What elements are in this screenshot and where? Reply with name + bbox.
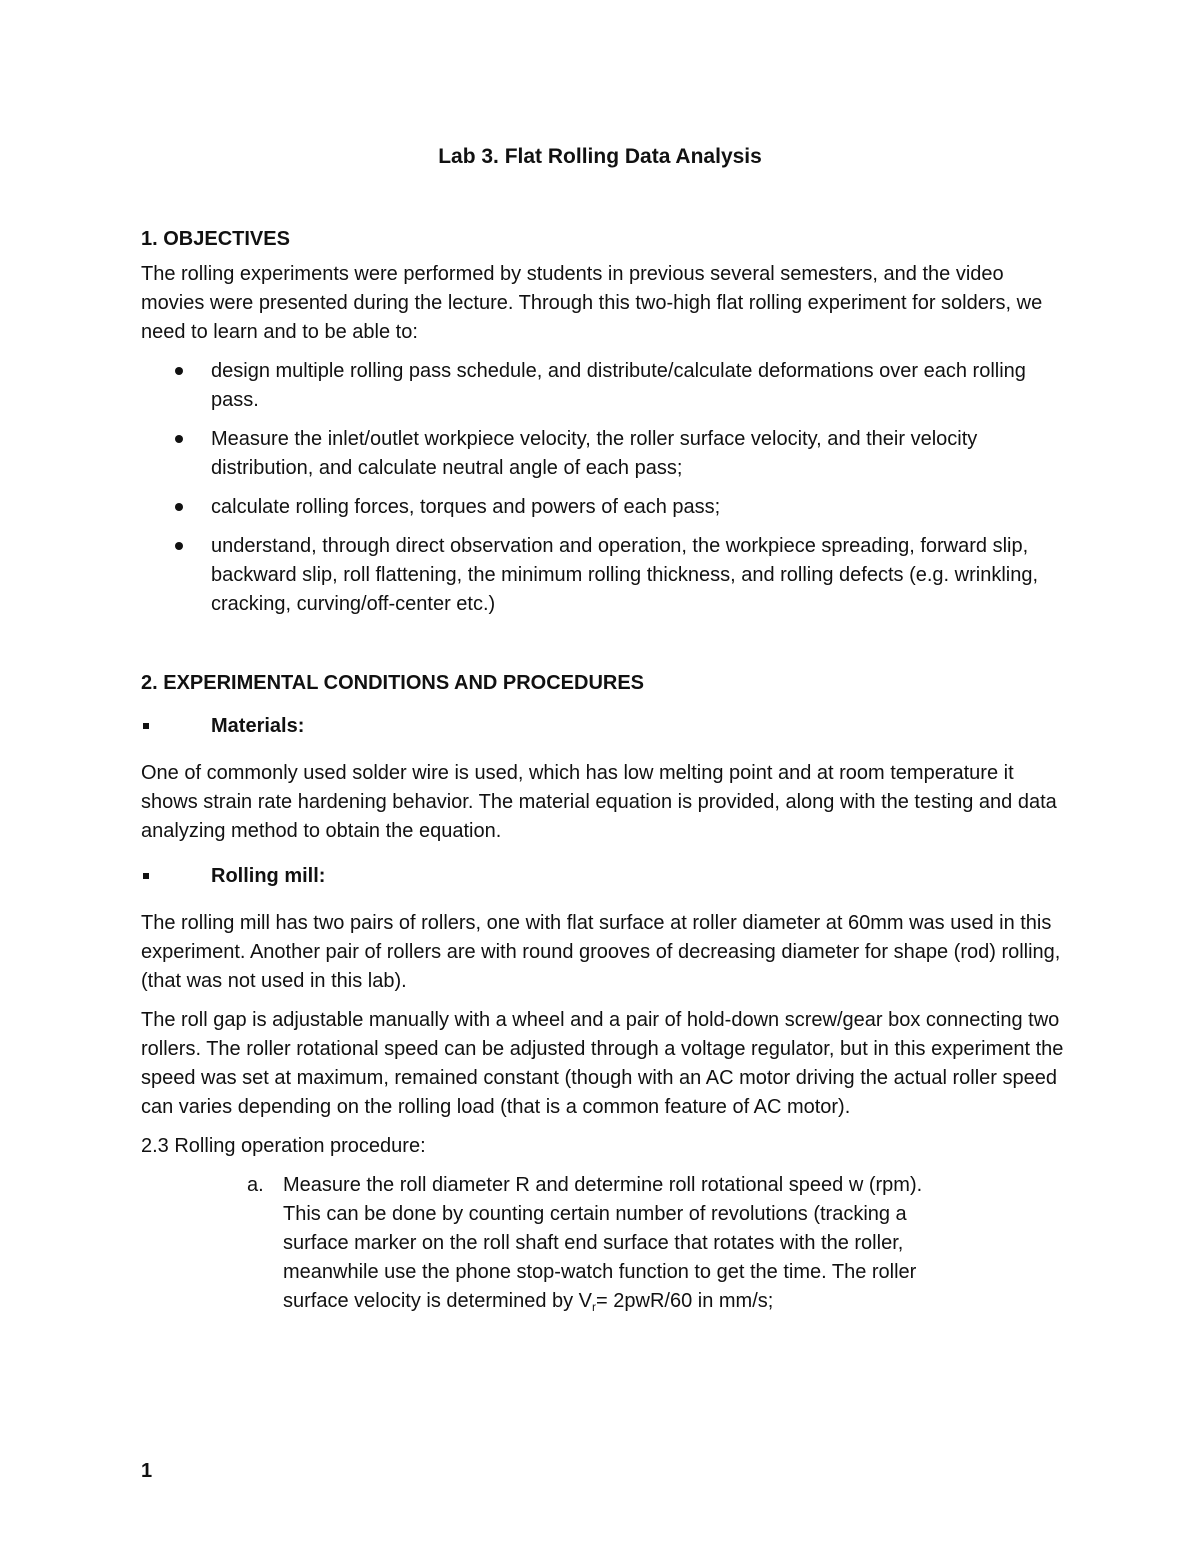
bullet-icon xyxy=(175,367,183,375)
page-number: 1 xyxy=(141,1460,153,1482)
procedure-list xyxy=(141,1171,1071,1322)
bullet-icon xyxy=(175,542,183,550)
rolling-mill-text-2: The roll gap is adjustable manually with a wheel and a pair of hold-down screw/gear box connecting two rollers. The roller rotational speed can be adjusted through a voltage regulator, but in this experiment the speed was set at maximum, remained constant (though with an AC motor driving the actual roller speed can varies depending on the rolling load (that is a common feature of AC motor). xyxy=(141,1009,1064,1118)
list-item: understand, through direct observation and operation, the workpiece spreading, forward slip, backward slip, roll flattening, the minimum rolling thickness, and rolling defects (e.g. wrinkling, cracking, curving/off-center etc.) xyxy=(141,532,1071,619)
objectives-list xyxy=(141,357,1071,619)
document-title: Lab 3. Flat Rolling Data Analysis xyxy=(438,145,762,168)
square-bullet-icon xyxy=(143,873,149,879)
rolling-mill-subheading: Rolling mill: xyxy=(141,862,1071,891)
list-item: calculate rolling forces, torques and powers of each pass; xyxy=(141,493,1071,522)
square-bullet-icon xyxy=(143,723,149,729)
document-body xyxy=(141,225,1071,1322)
conditions-heading: 2. EXPERIMENTAL CONDITIONS AND PROCEDURES xyxy=(141,672,645,694)
rolling-mill-text-1: The rolling mill has two pairs of rollers, one with flat surface at roller diameter at 60mm was used in this experiment. Another pair of rollers are with round grooves of decreasing diameter for shape (rod) rolling, (that was not used in this lab). xyxy=(141,912,1061,992)
bullet-icon xyxy=(175,435,183,443)
procedure-heading: 2.3 Rolling operation procedure: xyxy=(141,1135,426,1157)
bullet-icon xyxy=(175,503,183,511)
materials-text: One of commonly used solder wire is used, which has low melting point and at room temperature it shows strain rate hardening behavior. The material equation is provided, along with the testing and data analyzing method to obtain the equation. xyxy=(141,762,1057,842)
list-item: design multiple rolling pass schedule, and distribute/calculate deformations over each rolling pass. xyxy=(141,357,1071,415)
objectives-intro: The rolling experiments were performed by students in previous several semesters, and the video movies were presented during the lecture. Through this two-high flat rolling experiment for solders, we need to learn and to be able to: xyxy=(141,263,1043,343)
materials-subheading: Materials: xyxy=(141,712,1071,741)
list-marker: a. xyxy=(247,1174,264,1196)
list-item: Measure the inlet/outlet workpiece velocity, the roller surface velocity, and their velocity distribution, and calculate neutral angle of each pass; xyxy=(141,425,1071,483)
list-item: a. Measure the roll diameter R and determine roll rotational speed w (rpm). This can be done by counting certain number of revolutions (tracking a surface marker on the roll shaft end surface that rotates with the roller, meanwhile use the phone stop-watch function to get the time. The roller surface velocity is determined by $V_r= 2pwR/60$ in mm/s; xyxy=(0,1171,929,1322)
objectives-heading: 1. OBJECTIVES xyxy=(141,228,290,250)
